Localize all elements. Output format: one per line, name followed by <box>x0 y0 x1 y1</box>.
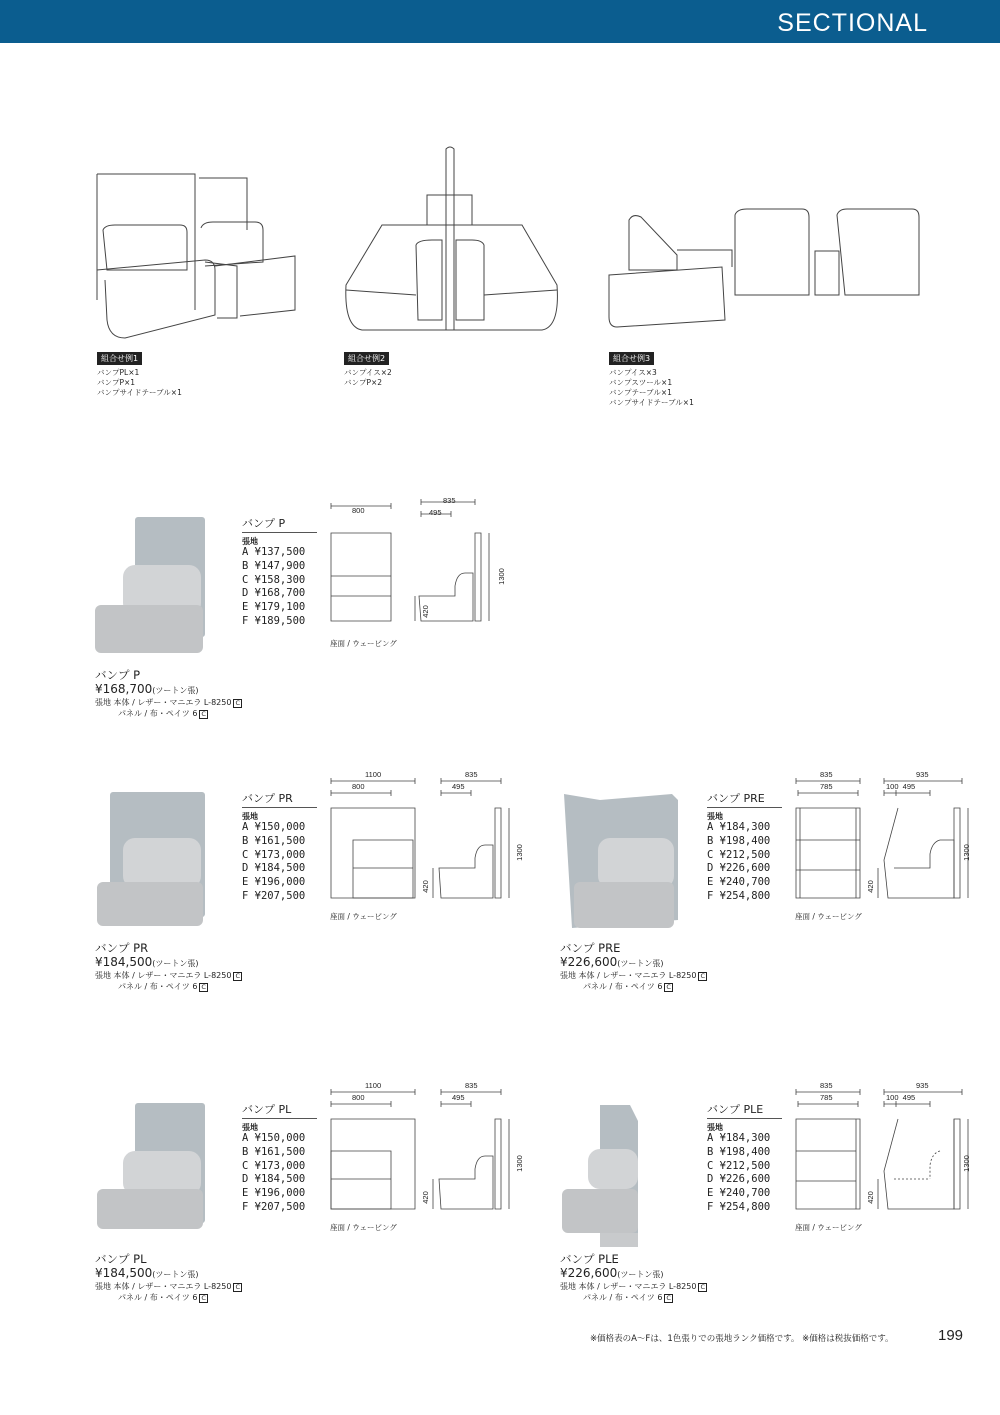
product-title: バンプ PL <box>242 1103 292 1116</box>
dim-seat-height: 420 <box>865 1191 875 1204</box>
material-info: 張地 本体 / レザー・マニエラ L-8250 C パネル / 布・ペイツ 6 C <box>95 971 240 991</box>
dim-width: 785 <box>820 1093 833 1102</box>
dim-seat-height: 420 <box>420 880 430 893</box>
material-info: 張地 本体 / レザー・マニエラ L-8250 C パネル / 布・ペイツ 6 C <box>560 971 705 991</box>
price-row: A ¥184,300 <box>707 1132 771 1144</box>
combo-1-drawing <box>95 170 305 345</box>
price-row: F ¥189,500 <box>242 614 306 627</box>
product-photo <box>95 1101 210 1231</box>
dim-depth-inner: 495 <box>452 1093 465 1102</box>
title-rule <box>707 807 782 808</box>
price-row: C ¥158,300 <box>242 573 306 586</box>
material-info: 張地 本体 / レザー・マニエラ L-8250 C パネル / 布・ペイツ 6 C <box>95 698 240 718</box>
dim-seat-height: 420 <box>420 1191 430 1204</box>
dim-width-outer: 835 <box>820 770 833 779</box>
price-row: C ¥212,500 <box>707 1159 771 1172</box>
combo-item: バンプP×2 <box>344 378 383 387</box>
page-header <box>0 0 1000 43</box>
price-row: E ¥196,000 <box>242 1187 306 1200</box>
dim-depth-inner: 495 <box>429 508 442 517</box>
combo-item: バンプサイドテーブル×1 <box>609 398 694 407</box>
dim-depth-inner: 495 <box>452 782 465 791</box>
price-row: C ¥212,500 <box>707 848 771 861</box>
price-row: A ¥150,000 <box>242 821 306 833</box>
title-rule <box>242 532 317 533</box>
combo-label: 組合せ例1 <box>97 352 142 365</box>
dimension-drawing <box>790 1081 980 1221</box>
product-photo <box>95 515 210 660</box>
product-title: バンプ PLE <box>707 1103 764 1116</box>
dim-depth-outer: 935 <box>916 770 929 779</box>
price-row: F ¥254,800 <box>707 889 771 902</box>
price-row: D ¥226,600 <box>707 1173 771 1186</box>
price-list <box>242 821 305 904</box>
price-row: B ¥161,500 <box>242 1145 306 1158</box>
combo-example-2 <box>342 145 567 395</box>
dim-height: 1300 <box>514 1155 524 1172</box>
seat-note: 座面 / ウェービング <box>795 1223 862 1232</box>
product-title: バンプ PRE <box>707 792 765 805</box>
price-list <box>242 546 305 629</box>
combo-item: バンプテーブル×1 <box>609 388 672 397</box>
dim-width: 785 <box>820 782 833 791</box>
combo-example-1 <box>95 170 305 410</box>
price-list <box>707 821 770 904</box>
price-list <box>707 1132 770 1215</box>
product-title: バンプ P <box>242 517 286 530</box>
price-row: B ¥147,900 <box>242 559 306 572</box>
price-list <box>242 1132 305 1215</box>
dim-seat-height: 420 <box>865 880 875 893</box>
combo-item: バンプP×1 <box>97 378 136 387</box>
dim-height: 1300 <box>961 1155 971 1172</box>
combo-item: バンプイス×3 <box>609 368 657 377</box>
product-name: バンプ P <box>95 668 141 682</box>
price-row: D ¥226,600 <box>707 862 771 875</box>
product-bump-pr <box>95 770 525 1010</box>
price-row: B ¥198,400 <box>707 834 771 847</box>
upholstery-label: 張地 <box>242 1123 258 1132</box>
combo-example-3 <box>607 205 942 415</box>
title-rule <box>707 1118 782 1119</box>
product-photo <box>560 790 680 940</box>
dim-depth-outer: 835 <box>465 770 478 779</box>
product-price: ¥226,600(ツートン張) <box>560 955 664 969</box>
product-price: ¥184,500(ツートン張) <box>95 1266 199 1280</box>
dim-depth-inner: 100 495 <box>886 1093 916 1102</box>
page-number: 199 <box>938 1327 964 1344</box>
section-title: SECTIONAL <box>777 9 928 37</box>
upholstery-label: 張地 <box>242 537 258 546</box>
price-row: D ¥184,500 <box>242 862 306 875</box>
dim-width: 800 <box>352 506 365 515</box>
price-row: F ¥254,800 <box>707 1200 771 1213</box>
title-rule <box>242 1118 317 1119</box>
product-photo <box>95 790 210 930</box>
dim-depth-inner: 100 495 <box>886 782 916 791</box>
dim-depth-outer: 835 <box>465 1081 478 1090</box>
dim-seat-height: 420 <box>420 605 430 618</box>
dim-depth-outer: 935 <box>916 1081 929 1090</box>
product-bump-pl <box>95 1081 525 1321</box>
dim-width-outer: 1100 <box>365 1081 382 1090</box>
seat-note: 座面 / ウェービング <box>330 912 397 921</box>
product-price: ¥184,500(ツートン張) <box>95 955 199 969</box>
seat-note: 座面 / ウェービング <box>330 1223 397 1232</box>
product-photo <box>560 1101 680 1251</box>
material-info: 張地 本体 / レザー・マニエラ L-8250 C パネル / 布・ペイツ 6 C <box>560 1282 705 1302</box>
product-name: バンプ PLE <box>560 1252 619 1266</box>
upholstery-label: 張地 <box>707 812 723 821</box>
product-price: ¥226,600(ツートン張) <box>560 1266 664 1280</box>
price-row: E ¥179,100 <box>242 601 306 614</box>
combo-3-drawing <box>607 205 942 335</box>
product-title: バンプ PR <box>242 792 293 805</box>
dimension-drawing <box>790 770 980 910</box>
price-row: B ¥198,400 <box>707 1145 771 1158</box>
dim-width-outer: 1100 <box>365 770 382 779</box>
price-row: A ¥150,000 <box>242 1132 306 1144</box>
combo-item: バンプPL×1 <box>97 368 140 377</box>
product-price: ¥168,700(ツートン張) <box>95 682 199 696</box>
combo-item: バンプイス×2 <box>344 368 392 377</box>
combo-item: バンプサイドテーブル×1 <box>97 388 182 397</box>
product-name: バンプ PRE <box>560 941 621 955</box>
dim-width: 800 <box>352 782 365 791</box>
price-row: D ¥184,500 <box>242 1173 306 1186</box>
price-row: C ¥173,000 <box>242 1159 306 1172</box>
dim-height: 1300 <box>514 844 524 861</box>
product-name: バンプ PL <box>95 1252 147 1266</box>
product-bump-ple <box>560 1081 980 1321</box>
dim-depth-outer: 835 <box>443 496 456 505</box>
price-row: E ¥240,700 <box>707 876 771 889</box>
price-row: C ¥173,000 <box>242 848 306 861</box>
price-row: E ¥196,000 <box>242 876 306 889</box>
product-name: バンプ PR <box>95 941 149 955</box>
material-info: 張地 本体 / レザー・マニエラ L-8250 C パネル / 布・ペイツ 6 C <box>95 1282 240 1302</box>
price-row: D ¥168,700 <box>242 587 306 600</box>
price-row: E ¥240,700 <box>707 1187 771 1200</box>
dim-height: 1300 <box>961 844 971 861</box>
price-footnote: ※価格表のA〜Fは、1色張りでの張地ランク価格です。 ※価格は税抜価格です。 <box>590 1334 894 1344</box>
price-row: A ¥184,300 <box>707 821 771 833</box>
price-row: A ¥137,500 <box>242 546 306 558</box>
product-bump-p <box>95 496 515 735</box>
upholstery-label: 張地 <box>242 812 258 821</box>
seat-note: 座面 / ウェービング <box>330 639 397 648</box>
title-rule <box>242 807 317 808</box>
combo-2-drawing <box>342 145 567 340</box>
dim-width-outer: 835 <box>820 1081 833 1090</box>
price-row: B ¥161,500 <box>242 834 306 847</box>
seat-note: 座面 / ウェービング <box>795 912 862 921</box>
dim-height: 1300 <box>496 568 506 585</box>
product-bump-pre <box>560 770 980 1010</box>
dim-width: 800 <box>352 1093 365 1102</box>
upholstery-label: 張地 <box>707 1123 723 1132</box>
combo-label: 組合せ例2 <box>344 352 389 365</box>
price-row: F ¥207,500 <box>242 1200 306 1213</box>
price-row: F ¥207,500 <box>242 889 306 902</box>
combo-label: 組合せ例3 <box>609 352 654 365</box>
combo-item: バンプスツール×1 <box>609 378 673 387</box>
